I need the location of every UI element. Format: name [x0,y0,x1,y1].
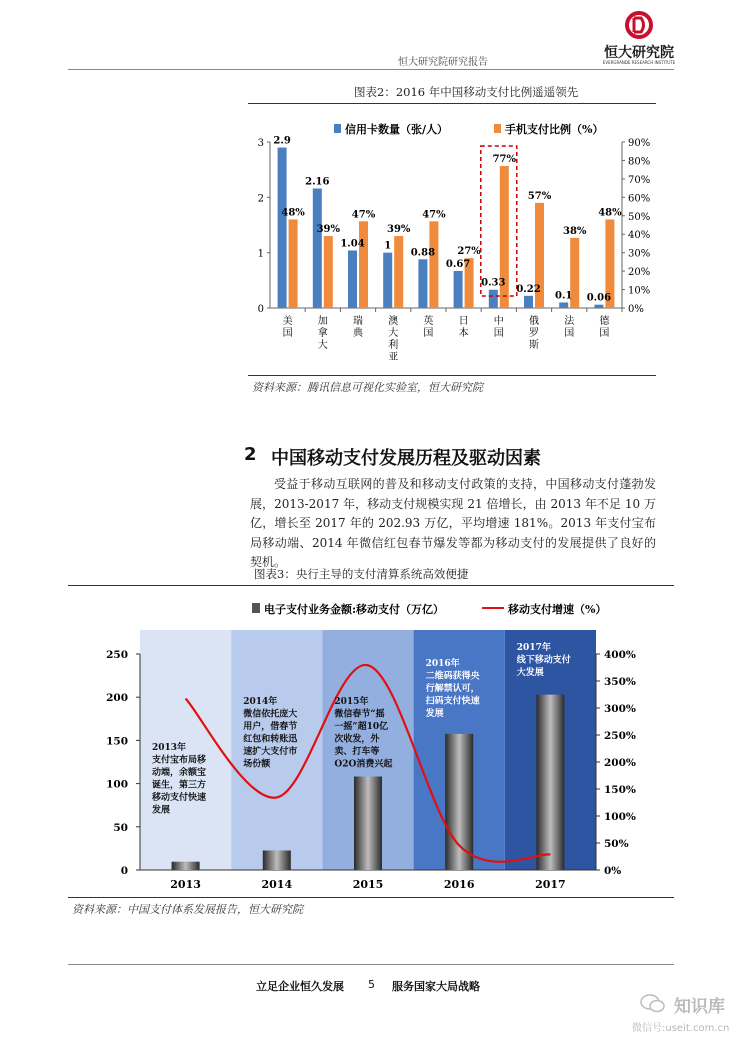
event-annotation: O2O消费兴起 [334,759,393,770]
legend-swatch-mobile-payment [494,124,501,133]
legend-swatch-credit-card [334,124,341,133]
left-tick-label: 200 [106,692,128,705]
bar-credit-card [454,271,463,308]
event-annotation: 二维码获得央 [425,671,480,682]
event-annotation: 扫码支付快速 [425,696,480,707]
x-tick-label: 英 [423,316,434,327]
watermark-sub: 微信号:useit.com.cn [632,1023,730,1034]
bar-label-credit-card: 0.1 [554,290,573,302]
bar-mobile-payment [429,221,438,308]
legend-label-mobile-payment: 手机支付比例（%） [505,123,604,136]
bar-mobile-payment-amount [263,850,291,870]
left-tick-label: 250 [106,649,128,661]
x-tick-label: 瑞 [353,316,363,327]
bar-label-mobile-payment: 47% [351,209,376,221]
bar-label-credit-card: 1 [384,240,392,252]
left-tick-label: 3 [257,138,264,149]
x-tick-label: 2013 [170,878,201,891]
bar-credit-card [418,259,427,308]
footer-rule [68,964,674,965]
bar-label-credit-card: 0.33 [481,277,506,289]
mobile-payment-growth-chart [68,592,674,896]
bar-credit-card [348,250,357,308]
payment-ratio-chart [250,108,656,372]
x-tick-label: 利 [388,340,399,351]
x-tick-label: 罗 [529,328,539,339]
left-tick-label: 0 [120,865,128,877]
right-tick-label: 80% [628,156,651,168]
bar-label-mobile-payment: 39% [316,224,341,236]
event-annotation: 线下移动支付 [516,655,571,666]
legend-label-amount: 电子支付业务金额:移动支付（万亿） [264,603,445,616]
right-tick-label: 150% [604,784,636,796]
right-tick-label: 70% [628,174,651,186]
x-tick-label: 国 [423,328,434,339]
report-title: 恒大研究院研究报告 [398,57,488,68]
right-tick-label: 10% [628,285,651,297]
bar-label-credit-card: 2.16 [305,176,330,188]
x-tick-label: 中 [493,316,504,327]
highlight-box [481,146,517,296]
figure2-source: 资料来源：腾讯信息可视化实验室，恒大研究院 [252,381,483,394]
left-tick-label: 1 [257,248,264,260]
watermark [632,992,740,1042]
legend-swatch-amount [252,603,260,613]
x-tick-label: 本 [458,328,469,339]
bar-mobile-payment-amount [445,734,473,870]
figure3-caption: 图表3：央行主导的支付清算系统高效便捷 [254,567,469,581]
right-tick-label: 250% [604,730,636,742]
figure3-bottom-rule [68,897,674,898]
x-tick-label: 拿 [317,328,328,339]
x-tick-label: 德 [599,316,610,327]
event-annotation: 红包和转账迅 [243,734,298,745]
left-tick-label: 50 [113,821,128,834]
brand-cn: 恒大研究院 [604,45,674,61]
bar-mobile-payment [289,219,298,308]
right-tick-label: 40% [628,230,651,242]
bar-label-mobile-payment: 39% [386,224,411,236]
x-tick-label: 亚 [388,352,399,363]
event-annotation: 2015年 [334,697,369,707]
event-annotation: 大发展 [516,668,544,678]
bar-label-mobile-payment: 27% [457,246,481,258]
bar-label-credit-card: 1.04 [340,238,365,250]
logo-icon [622,10,656,40]
section-number: 2 [244,444,257,465]
left-tick-label: 0 [257,304,264,315]
event-annotation: 2017年 [516,643,551,653]
bar-mobile-payment-amount [536,695,564,870]
right-tick-label: 0% [628,304,644,315]
legend-label-credit-card: 信用卡数量（张/人） [345,123,449,136]
right-tick-label: 300% [604,703,636,715]
x-tick-label: 2015 [352,878,384,891]
bar-mobile-payment [394,236,403,308]
event-annotation: 微信依托庞大 [243,709,298,720]
bar-label-credit-card: 0.88 [410,247,436,259]
bar-credit-card [489,290,498,308]
x-tick-label: 日 [458,316,469,327]
event-annotation: 2013年 [152,743,187,753]
section-title: 中国移动支付发展历程及驱动因素 [271,448,541,469]
x-tick-label: 2016 [443,878,475,891]
bar-mobile-payment-amount [354,776,382,870]
bar-credit-card [524,296,533,308]
bar-label-mobile-payment: 47% [422,209,446,221]
section-paragraph: 受益于移动互联网的普及和移动支付政策的支持，中国移动支付蓬勃发展，2013-2017 年，移动支付规模实现 21 倍增长，由 2013 年不足 10 万亿，增长至 2017 年的 202.93 万亿，平均增速 181%。2013 年支付宝布局移动端、2014 年微信红包春节爆发等都为移动支付的发展提供了良好的契机。 [250,477,656,569]
bar-label-mobile-payment: 38% [562,225,587,237]
x-tick-label: 国 [599,328,610,339]
x-tick-label: 大 [317,340,328,351]
x-tick-label: 2014 [261,878,293,891]
figure3-source: 资料来源：中国支付体系发展报告，恒大研究院 [72,903,303,916]
event-annotation: 卖、打车等 [334,747,380,757]
right-tick-label: 30% [628,248,651,260]
event-annotation: 移动支付快速 [152,793,207,803]
event-annotation: 行解禁认可， [425,684,480,694]
bar-label-credit-card: 0.06 [586,292,612,304]
event-annotation: 发展 [152,805,171,816]
x-tick-label: 加 [317,316,328,327]
bar-label-mobile-payment: 77% [492,153,517,165]
figure2-caption: 图表2：2016 年中国移动支付比例遥遥领先 [354,85,579,99]
right-tick-label: 50% [604,838,629,850]
header-rule [68,69,674,70]
watermark-text: 知识库 [674,997,725,1017]
x-tick-label: 典 [353,328,363,339]
brand-en: EVERGRANDE RESEARCH INSTITUTE [602,60,676,65]
figure2-bottom-rule [248,375,656,376]
bar-mobile-payment [359,221,368,308]
right-tick-label: 60% [628,193,651,205]
event-annotation: 速扩大支付市 [243,747,298,757]
x-tick-label: 美 [282,316,293,327]
footer-left: 立足企业恒久发展 [256,980,344,993]
bar-credit-card [313,188,322,308]
right-tick-label: 50% [628,211,651,223]
bar-label-mobile-payment: 48% [281,207,305,219]
bar-mobile-payment-amount [172,862,200,870]
event-annotation: 2016年 [425,659,460,669]
event-annotation: 动端，余额宝 [152,768,207,778]
event-annotation: 次收发，外 [334,734,380,745]
event-annotation: 用户，借春节 [243,722,298,732]
right-tick-label: 0% [604,865,622,877]
legend-label-growth: 移动支付增速（%） [508,603,607,616]
x-tick-label: 大 [388,328,399,339]
bar-credit-card [278,148,287,308]
x-tick-label: 澳 [388,316,399,327]
right-tick-label: 90% [628,138,651,149]
right-tick-label: 100% [604,811,636,823]
left-tick-label: 2 [257,193,264,205]
right-tick-label: 200% [604,757,636,769]
x-tick-label: 斯 [529,340,539,351]
wechat-icon [640,994,666,1014]
x-tick-label: 国 [282,328,293,339]
figure2-top-rule [248,103,656,104]
bar-label-credit-card: 2.9 [273,135,291,147]
bar-label-mobile-payment: 57% [527,190,552,202]
footer-right: 服务国家大局战略 [392,980,480,993]
left-tick-label: 150 [106,735,128,748]
event-annotation: 发展 [425,709,444,719]
event-annotation: 一摇”超10亿 [334,722,389,732]
figure3-top-rule [68,585,674,586]
right-tick-label: 400% [604,649,636,661]
bar-label-mobile-payment: 48% [598,207,622,219]
event-annotation: 诞生，第三方 [152,780,207,791]
bar-credit-card [559,302,568,308]
bar-mobile-payment [324,236,333,308]
event-annotation: 场份额 [243,759,271,770]
left-tick-label: 100 [106,778,128,791]
right-tick-label: 350% [604,676,636,688]
right-tick-label: 20% [628,267,651,279]
event-annotation: 微信春节“摇 [334,709,385,720]
x-tick-label: 2017 [535,878,566,891]
bar-label-credit-card: 0.67 [445,258,471,270]
page-number: 5 [368,978,375,991]
event-annotation: 支付宝布局移 [152,755,207,766]
bar-credit-card [594,305,603,308]
event-annotation: 2014年 [243,697,278,707]
bar-label-credit-card: 0.22 [516,283,541,295]
x-tick-label: 国 [493,328,504,339]
brand-logo [604,10,674,68]
x-tick-label: 法 [564,316,575,327]
bar-credit-card [383,253,392,308]
x-tick-label: 俄 [529,316,539,327]
x-tick-label: 国 [564,328,575,339]
